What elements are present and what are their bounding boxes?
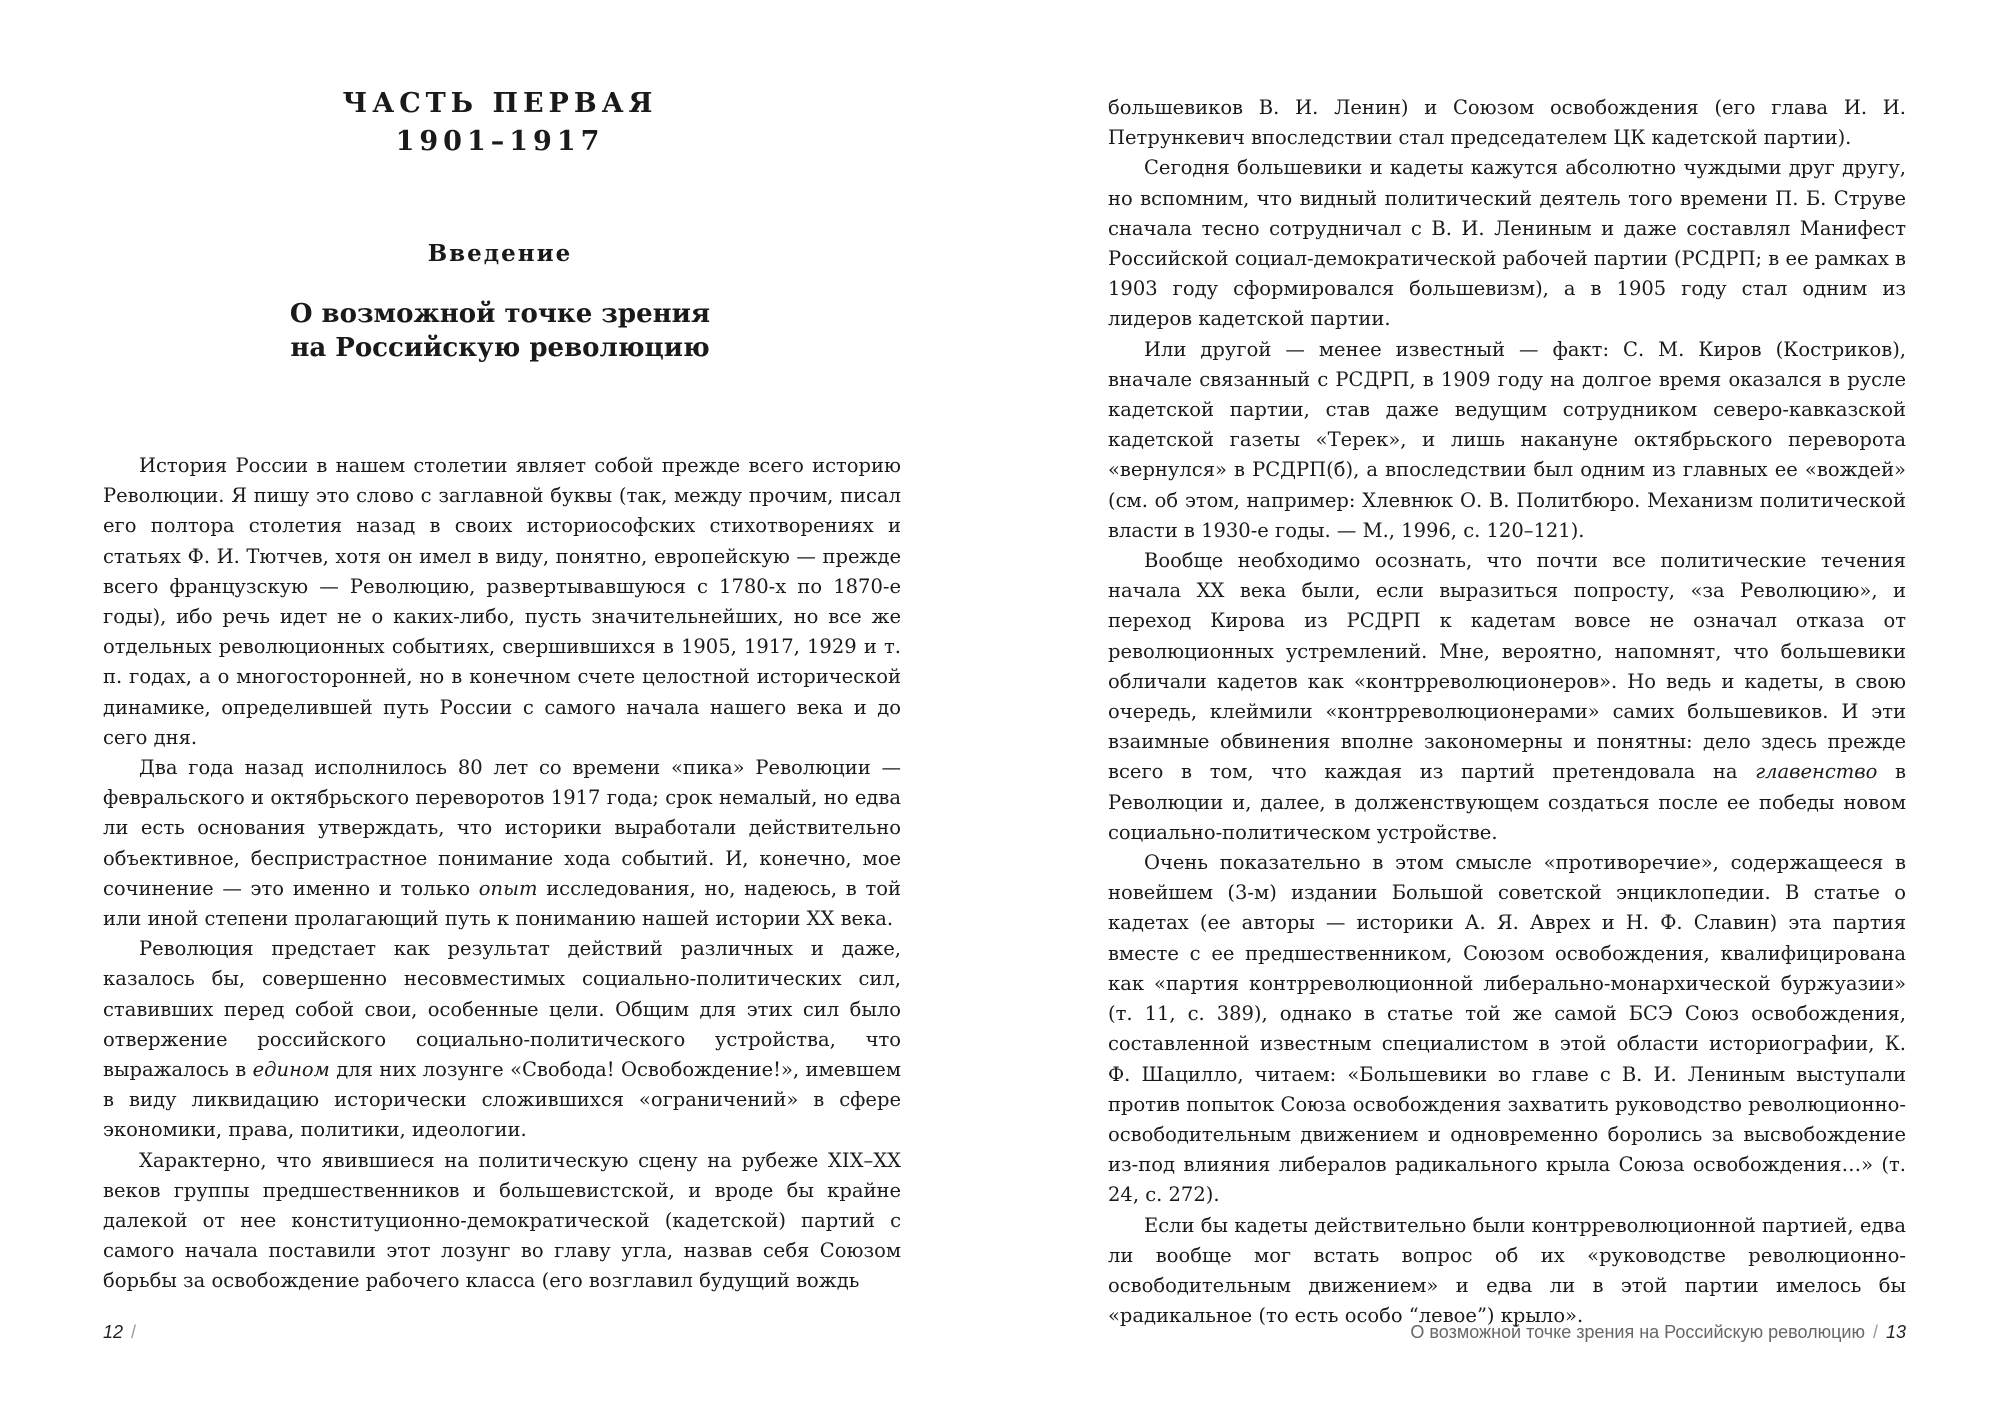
paragraph-text: исследования, но, надеюсь, в той или иной степени пролагающий путь к пониманию нашей истории XX века. — [103, 876, 901, 931]
chapter-title-line-2: на Российскую революцию — [290, 333, 710, 363]
left-body-text — [103, 451, 901, 1297]
paragraph: Если бы кадеты действительно были контрреволюционной партией, едва ли вообще мог встать вопрос об их «руководстве революционно-освободительным движением» и едва ли в этой партии имелось бы «радикальное (то есть особо “левое”) крыло». — [1108, 1213, 1906, 1328]
paragraph-text: в Революции и, далее, в долженствующем создаться после ее победы новом социально-политическом устройстве. — [1108, 760, 1906, 844]
chapter-title-line-1: О возможной точке зрения — [289, 299, 711, 329]
paragraph: История России в нашем столетии являет собой прежде всего историю Революции. Я пишу это слово с заглавной буквы (так, между прочим, писал его полтора столетия назад в своих историософских стихотворениях и статьях Ф. И. Тютчев, хотя он имел в виду, понятно, европейскую — прежде всего французскую — Революцию, развертывавшуюся с 1780-х по 1870-е годы), ибо речь идет не о каких-либо, пусть значительнейших, но все же отдельных революционных событиях, свершившихся в 1905, 1917, 1929 и т. п. годах, а о многосторонней, но в конечном счете целостной исторической динамике, определившей путь России с самого начала нашего века и до сего дня. — [103, 454, 901, 749]
paragraph-continued: большевиков В. И. Ленин) и Союзом освобождения (его глава И. И. Петрункевич впоследствии стал председателем ЦК кадетской партии). — [1108, 96, 1906, 150]
part-heading-title: ЧАСТЬ ПЕРВАЯ — [342, 88, 658, 119]
page-number: 12 — [103, 1322, 124, 1342]
intro-label: Введение — [427, 240, 573, 267]
paragraph-text: для них лозунге «Свобода! Освобождение!», имевшем в виду ликвидацию исторически сложившихся «ограничений» в сфере экономики, права, политики, идеологии. — [103, 1058, 901, 1142]
part-heading — [240, 85, 760, 161]
emphasis: опыт — [478, 876, 538, 900]
part-heading-years: 1901–1917 — [395, 126, 605, 157]
footer-separator: / — [131, 1322, 137, 1342]
paragraph — [103, 934, 901, 1145]
paragraph: Или другой — менее известный — факт: С. М. Киров (Костриков), вначале связанный с РСДРП, в 1909 году на долгое время оказался в русле кадетской партии, став даже ведущим сотрудником северо-кавказской кадетской газеты «Терек», и лишь накануне октябрьского переворота «вернулся» в РСДРП(б), а впоследствии был одним из главных ее «вождей» (см. об этом, например: Хлевнюк О. В. Политбюро. Механизм политической власти в 1930-е годы. — М., 1996, с. 120–121). — [1108, 337, 1906, 542]
page-number: 13 — [1885, 1322, 1906, 1342]
paragraph: Сегодня большевики и кадеты кажутся абсолютно чуждыми друг другу, но вспомним, что видный политический деятель того времени П. Б. Струве сначала тесно сотрудничал с В. И. Лениным и даже составлял Манифест Российской социал-демократической рабочей партии (РСДРП; в ее рамках в 1903 году сформировался большевизм), а в 1905 году стал одним из лидеров кадетской партии. — [1108, 156, 1906, 331]
left-footer — [103, 1322, 144, 1343]
paragraph-text: Вообще необходимо осознать, что почти все политические течения начала XX века были, если выразиться попросту, «за Революцию», и переход Кирова из РСДРП к кадетам вовсе не означал отказа от революционных устремлений. Мне, вероятно, напомнят, что большевики обличали кадетов как «контрреволюционеров». Но ведь и кадеты, в свою очередь, клеймили «контрреволюционерами» самих большевиков. И эти взаимные обвинения вполне закономерны и понятны: дело здесь прежде всего в том, что каждая из партий претендовала на — [1108, 549, 1906, 784]
chapter-title — [240, 297, 760, 365]
paragraph — [1108, 546, 1906, 848]
emphasis: едином — [252, 1058, 330, 1082]
paragraph-text: Революция предстает как результат действий различных и даже, казалось бы, совершенно несовместимых социально-политических сил, ставивших перед собой свои, особенные цели. Общим для этих сил было отвержение российского социально-политического устройства, что выражалось в — [103, 937, 901, 1082]
footer-separator: / — [1872, 1322, 1878, 1342]
paragraph: Очень показательно в этом смысле «противоречие», содержащееся в новейшем (3-м) издании Большой советской энциклопедии. В статье о кадетах (ее авторы — историки А. Я. Аврех и Н. Ф. Славин) эта партия вместе с ее предшественником, Союзом освобождения, квалифицирована как «партия контрреволюционной либерально-монархической буржуазии» (т. 11, с. 389), однако в статье той же самой БСЭ Союз освобождения, составленной известным специалистом в этой области историографии, К. Ф. Шацилло, читаем: «Большевики во главе с В. И. Лениным выступали против попыток Союза освобождения захватить руководство революционно-освободительным движением и одновременно боролись за высвобождение из-под влияния либералов радикального крыла Союза освобождения…» (т. 24, с. 272). — [1108, 851, 1906, 1207]
paragraph — [103, 753, 901, 934]
paragraph-text: Два года назад исполнилось 80 лет со времени «пика» Революции — февральского и октябрьского переворотов 1917 года; срок немалый, но едва ли есть основания утверждать, что историки выработали действительно объективное, беспристрастное понимание хода событий. И, конечно, мое сочинение — это именно и только — [103, 756, 901, 900]
right-page — [1000, 0, 2000, 1424]
paragraph: Характерно, что явившиеся на политическую сцену на рубеже XIX–XX веков группы предшественников и большевистской, и вроде бы крайне далекой от нее конституционно-демократической (кадетской) партий с самого начала поставили этот лозунг во главу угла, назвав себя Союзом борьбы за освобождение рабочего класса (его возглавил будущий вождь — [103, 1148, 901, 1293]
right-body-text — [1108, 93, 1906, 1331]
running-title: О возможной точке зрения на Российскую революцию — [1410, 1322, 1865, 1342]
right-footer — [1410, 1322, 1906, 1343]
emphasis: главенство — [1755, 760, 1878, 784]
